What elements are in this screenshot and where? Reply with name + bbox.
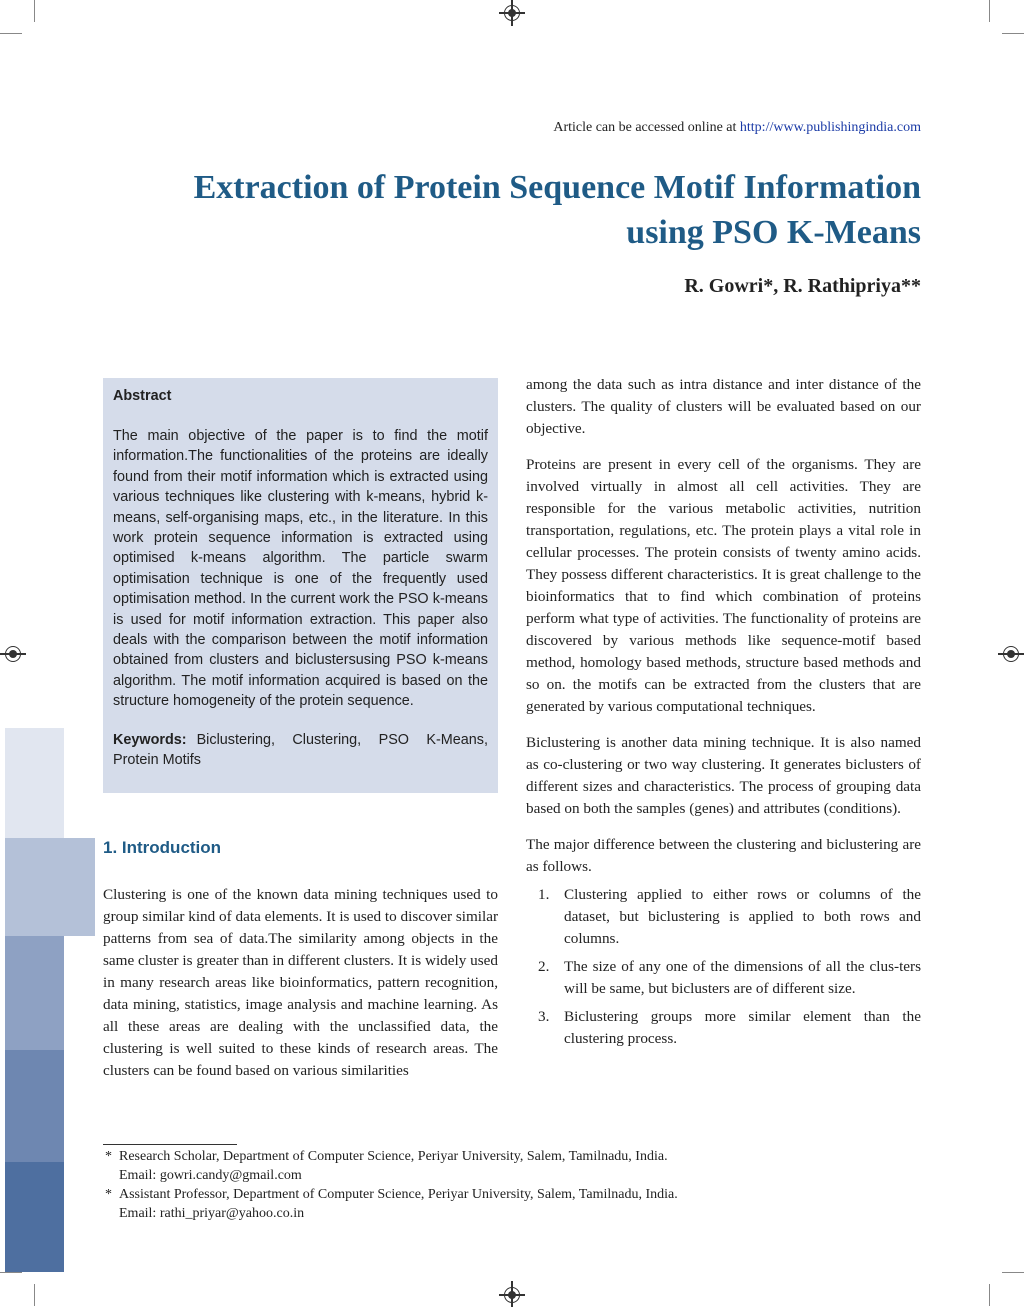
abstract-body: The main objective of the paper is to find the motif information.The functionalities of the proteins are ideally found from their motif information which is extracted using various techniques like clustering with k-means, hybrid k-means, self-organising maps, etc., in the literature. In this work protein sequence information is extracted using optimised k-means algorithm. The particle swarm optimisation technique is one of the frequently used optimisation method. In the current work the PSO k-means is used for motif information extraction. This paper also deals with the comparison between the motif information obtained from clusters and biclustersusing PSO k-means algorithm. The motif information acquired is based on the structure homogeneity of the protein sequence. — [113, 428, 488, 710]
registration-mark-icon — [1003, 646, 1019, 662]
crop-mark — [989, 1284, 990, 1306]
paragraph: The major difference between the clustering and biclustering are as follows. — [526, 836, 921, 875]
decorative-block — [5, 1162, 64, 1272]
footnote — [103, 1185, 678, 1223]
decorative-block — [5, 838, 95, 936]
list-text: The size of any one of the dimensions of all the clus-ters will be same, but biclusters are of different size. — [564, 958, 921, 997]
keywords-list: Biclustering, Clustering, PSO K-Means, Protein Motifs — [113, 731, 488, 769]
paragraph: among the data such as intra distance and inter distance of the clusters. The quality of clusters will be evaluated based on our objective. — [526, 376, 921, 437]
footnote-email[interactable]: Email: rathi_priyar@yahoo.co.in — [119, 1206, 305, 1221]
list-item — [526, 956, 921, 1000]
registration-mark-icon — [511, 0, 513, 26]
footnote-mark: * — [105, 1187, 112, 1202]
authors: R. Gowri*, R. Rathipriya** — [684, 275, 921, 297]
abstract-box — [103, 378, 498, 793]
list-number: 2. — [538, 958, 550, 975]
title-line: using PSO K-Means — [626, 214, 921, 251]
list-number: 1. — [538, 886, 550, 903]
footnote-mark: * — [105, 1149, 112, 1164]
footnote-email[interactable]: Email: gowri.candy@gmail.com — [119, 1168, 302, 1183]
crop-mark — [989, 0, 990, 22]
decorative-block — [5, 728, 64, 838]
title-line: Extraction of Protein Sequence Motif Information — [193, 169, 921, 206]
crop-mark — [1002, 1272, 1024, 1273]
footnote-rule — [103, 1144, 237, 1145]
footnotes — [103, 1147, 678, 1223]
paragraph: Biclustering is another data mining technique. It is also named as co-clustering or two way clustering. It generates biclusters of different sizes and characteristics. The process of grouping data based on both the samples (genes) and attributes (conditions). — [526, 734, 921, 817]
list-number: 3. — [538, 1008, 550, 1025]
paragraph: Proteins are present in every cell of the organisms. They are involved virtually in almost all cell activities. They are responsible for the various metabolic activities, nutrition transportation, regulations, etc. The protein plays a vital role in cellular processes. The protein consists of twenty amino acids. They possess different characteristics. It is great challenge to the bioinformatics that to find which combination of proteins perform what type of activities. The functionality of proteins are discovered by various methods like sequence-motif based method, homology based methods, structure based methods and so on. the motifs can be extracted from the clusters that are generated by various computational techniques. — [526, 456, 921, 715]
abstract-heading: Abstract — [113, 388, 172, 404]
list-item — [526, 1006, 921, 1050]
decorative-block — [5, 1050, 64, 1162]
list-text: Clustering applied to either rows or columns of the dataset, but biclustering is applied to both rows and columns. — [564, 886, 921, 947]
intro-text — [103, 884, 498, 1096]
paper-title — [61, 165, 921, 255]
crop-mark — [34, 1284, 35, 1306]
difference-list — [526, 884, 921, 1050]
crop-mark — [0, 33, 22, 34]
list-text: Biclustering groups more similar element than the clustering process. — [564, 1008, 921, 1047]
registration-mark-icon — [511, 1281, 513, 1307]
footnote-affiliation: Research Scholar, Department of Computer Science, Periyar University, Salem, Tamilnadu, India. — [119, 1149, 668, 1164]
access-text: Article can be accessed online at — [553, 120, 737, 135]
footnote-affiliation: Assistant Professor, Department of Computer Science, Periyar University, Salem, Tamilnadu, India. — [119, 1187, 678, 1202]
registration-mark-icon — [5, 646, 21, 662]
keywords — [113, 730, 488, 771]
list-item — [526, 884, 921, 950]
section-heading: 1. Introduction — [103, 838, 222, 857]
paragraph: Clustering is one of the known data mining techniques used to group similar kind of data elements. It is used to discover similar patterns from sea of data.The similarity among objects in the same cluster is greater than in different clusters. It is widely used in many research areas like bioinformatics, pattern recognition, data mining, statistics, image analysis and machine learning. As all these areas are dealing with the unclassified data, the clustering is well suited to these kinds of research areas. The clusters can be found based on various similarities — [103, 886, 498, 1079]
access-line — [553, 120, 921, 136]
crop-mark — [1002, 33, 1024, 34]
footnote — [103, 1147, 678, 1185]
crop-mark — [0, 1272, 22, 1273]
crop-mark — [34, 0, 35, 22]
decorative-block — [5, 936, 64, 1050]
publisher-link[interactable]: http://www.publishingindia.com — [739, 120, 921, 135]
right-column — [526, 374, 921, 1056]
keywords-label: Keywords: — [113, 731, 187, 748]
